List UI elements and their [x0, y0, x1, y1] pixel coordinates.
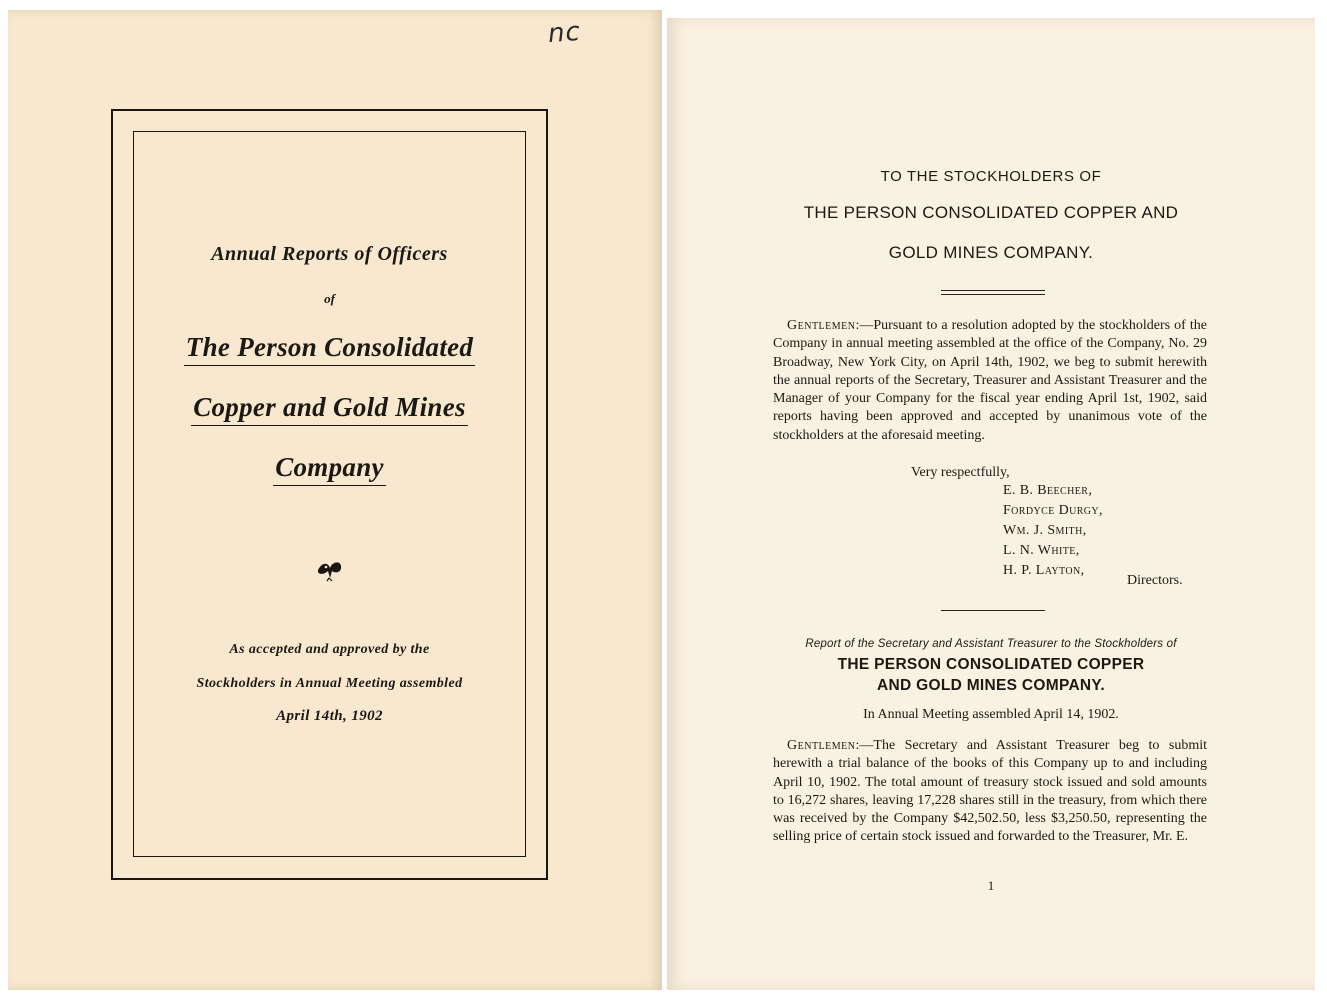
cover-title-line-2 [133, 392, 526, 426]
report-paragraph [773, 737, 1207, 847]
signers-title: Directors. [1127, 573, 1183, 588]
report-body: :—The Secretary and Assistant Treasurer beg to submit herewith a trial balance of the books of this Company up to and including April 10, 1902. The total amount of treasury stock issued and sold amounts to 16,272 shares, leaving 17,228 shares still in the treasury, from which there was received by the Company $42,502.50, less $3,250.50, representing the selling price of certain stock issued and forwarded to the Treasurer, Mr. E. [773, 738, 1207, 845]
cover-title-text-2: Copper and Gold Mines [191, 392, 468, 426]
acceptance-line-2: Stockholders in Annual Meeting assembled [196, 676, 463, 691]
signer-1: E. B. Beecher, [1003, 483, 1093, 498]
cover-title-text-1: The Person Consolidated [184, 332, 475, 366]
single-divider [941, 610, 1045, 611]
cover-heading: Annual Reports of Officers [211, 243, 448, 265]
page-number: 1 [987, 878, 995, 893]
cover-inner-border [133, 131, 526, 857]
cover-title-line-1 [133, 332, 526, 366]
letter-body: :—Pursuant to a resolution adopted by the stockholders of the Company in annual meeting assembled at the office of the Company, No. 29 Broadway, New York City, on April 14th, 1902, we beg to submit herewith the annual reports of the Secretary, Treasurer and Assistant Treasurer and the Manager of your Company for the fiscal year ending April 1st, 1902, said reports having been approved and accepted by unanimous vote of the stockholders at the aforesaid meeting. [773, 318, 1207, 443]
letter-lead: Gentlemen [787, 318, 856, 333]
report-heading: Report of the Secretary and Assistant Treasurer to the Stockholders of [805, 638, 1177, 650]
letter-closing: Very respectfully, [911, 465, 1010, 480]
acceptance-line-1: As accepted and approved by the [229, 642, 430, 657]
report-company-line-1: THE PERSON CONSOLIDATED COPPER [837, 656, 1145, 673]
company-name-line-2: GOLD MINES COMPANY. [888, 243, 1094, 262]
signer-3: Wm. J. Smith, [1003, 523, 1087, 538]
report-company-line-2: AND GOLD MINES COMPANY. [877, 677, 1105, 694]
report-meeting-line: In Annual Meeting assembled April 14, 1902. [863, 707, 1119, 722]
cover-of: of [324, 291, 335, 306]
signer-4: L. N. White, [1003, 543, 1080, 558]
cover-title-text-3: Company [273, 452, 386, 486]
letter-paragraph [773, 317, 1207, 445]
company-name-line-1: THE PERSON CONSOLIDATED COPPER AND [803, 203, 1179, 222]
cover-date: April 14th, 1902 [276, 708, 383, 724]
double-divider [941, 290, 1045, 295]
handwritten-note: nc [546, 16, 582, 50]
signer-5: H. P. Layton, [1003, 563, 1085, 578]
cover-title-line-3 [133, 452, 526, 486]
salutation-to: TO THE STOCKHOLDERS OF [880, 168, 1102, 185]
signer-2: Fordyce Durgy, [1003, 503, 1103, 518]
floral-ornament-icon [314, 556, 344, 582]
letter-page [667, 18, 1315, 990]
report-lead: Gentlemen [787, 738, 856, 753]
